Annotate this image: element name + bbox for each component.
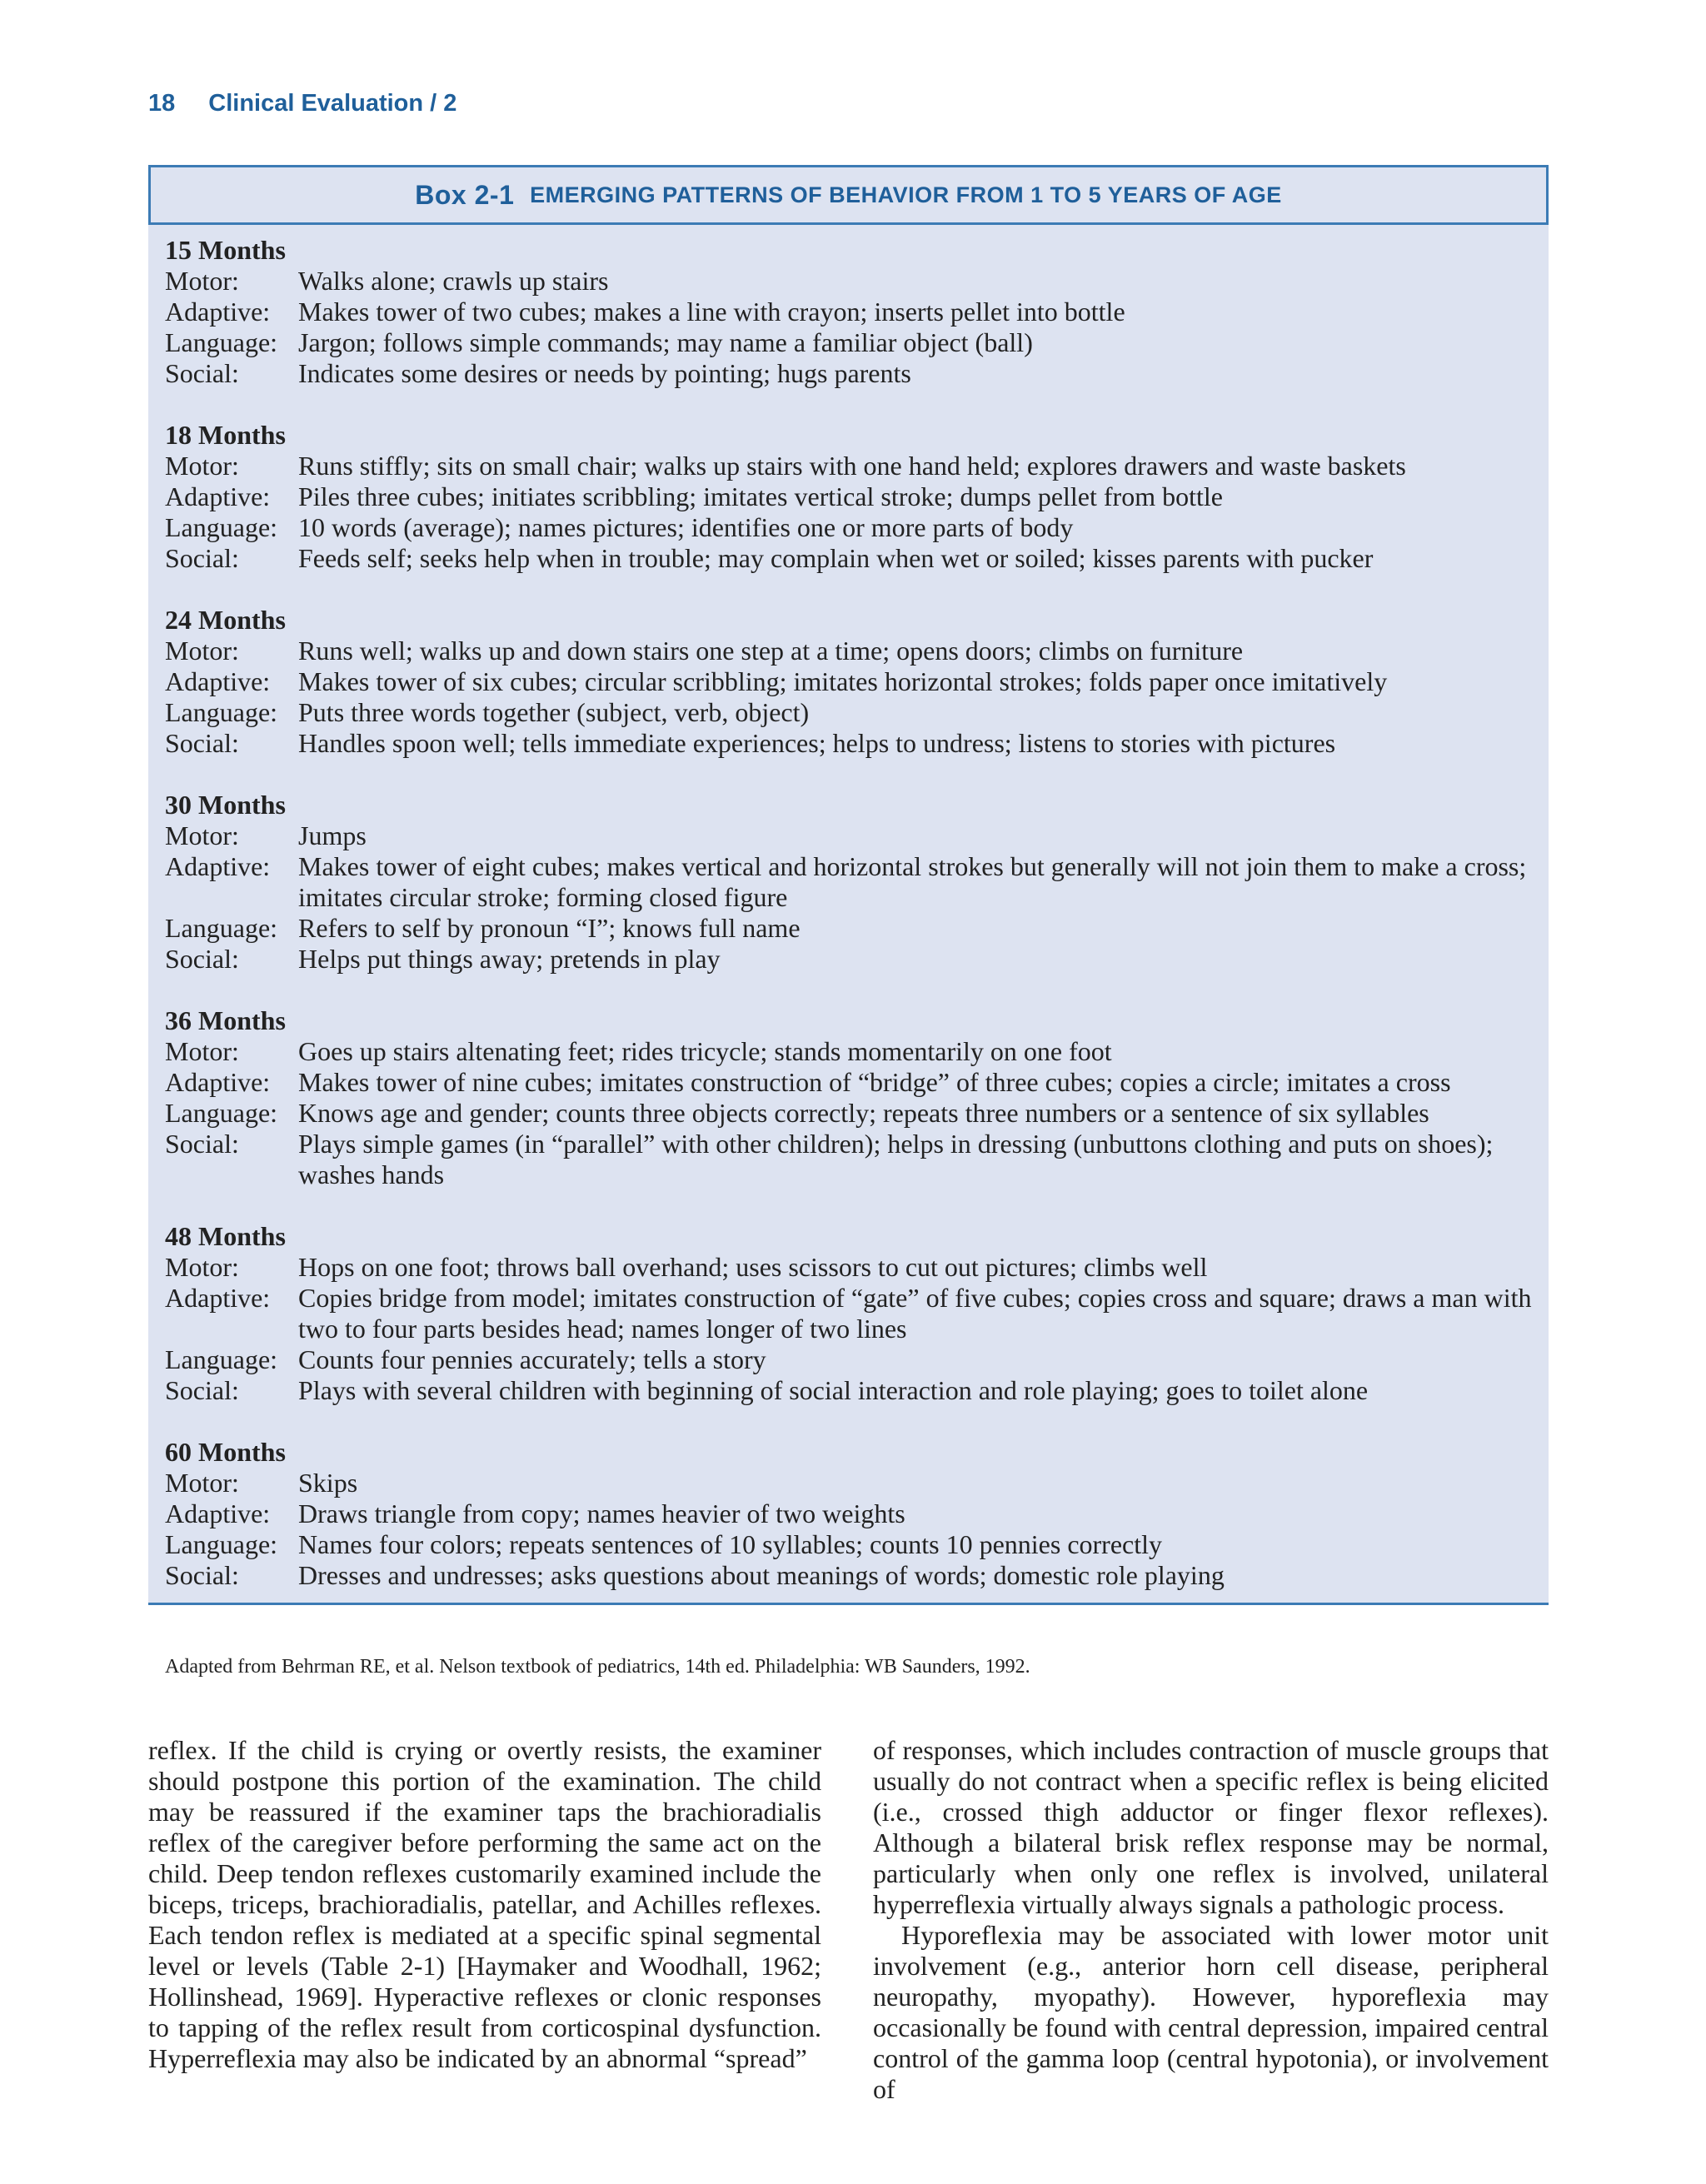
behavior-row bbox=[165, 1375, 1532, 1406]
age-section bbox=[165, 1005, 1532, 1190]
behavior-description: Runs well; walks up and down stairs one step at a time; opens doors; climbs on furniture bbox=[298, 636, 1244, 666]
box-source-note: Adapted from Behrman RE, et al. Nelson textbook of pediatrics, 14th ed. Philadelphia: WB Saunders, 1992. bbox=[165, 1656, 1030, 1678]
behavior-row bbox=[165, 1529, 1532, 1560]
behavior-description: Goes up stairs altenating feet; rides tricycle; stands momentarily on one foot bbox=[298, 1036, 1112, 1066]
behavior-category: Language: bbox=[165, 512, 278, 542]
behavior-category: Adaptive: bbox=[165, 666, 271, 696]
behavior-row bbox=[165, 820, 1532, 851]
body-column-left bbox=[148, 1735, 821, 2074]
behavior-row bbox=[165, 1036, 1532, 1067]
behavior-category: Social: bbox=[165, 728, 239, 758]
box-title-text: EMERGING PATTERNS OF BEHAVIOR FROM 1 TO 5 YEARS OF AGE bbox=[530, 182, 1282, 207]
behavior-description: Jargon; follows simple commands; may name a familiar object (ball) bbox=[298, 327, 1033, 357]
behavior-description: Walks alone; crawls up stairs bbox=[298, 266, 609, 296]
body-column-right bbox=[873, 1735, 1549, 2105]
behavior-category: Motor: bbox=[165, 266, 239, 296]
behavior-row bbox=[165, 944, 1532, 975]
behavior-category: Social: bbox=[165, 944, 239, 974]
behavior-row bbox=[165, 697, 1532, 728]
running-header bbox=[148, 90, 456, 117]
behavior-row bbox=[165, 1498, 1532, 1529]
behavior-row bbox=[165, 1560, 1532, 1591]
body-paragraph: of responses, which includes contraction of muscle groups that usually do not contract when a specific reflex is being elicited (i.e., crossed thigh adductor or finger flexor reflexes). Although a bilateral brisk reflex response may be normal, particularly when only one reflex is involved, unilateral hyperreflexia virtually always signals a pathologic process. bbox=[873, 1735, 1549, 1919]
behavior-category: Adaptive: bbox=[165, 851, 271, 881]
behavior-category: Language: bbox=[165, 1529, 278, 1559]
age-section bbox=[165, 1221, 1532, 1406]
age-section bbox=[165, 235, 1532, 389]
age-heading: 48 Months bbox=[165, 1221, 286, 1251]
age-section bbox=[165, 605, 1532, 759]
behavior-row bbox=[165, 1098, 1532, 1129]
behavior-description: Runs stiffly; sits on small chair; walks up stairs with one hand held; explores drawers and waste baskets bbox=[298, 451, 1406, 481]
behavior-description: Copies bridge from model; imitates construction of “gate” of five cubes; copies cross and square; draws a man with two to four parts besides head; names longer of two lines bbox=[298, 1283, 1532, 1344]
behavior-description: Feeds self; seeks help when in trouble; may complain when wet or soiled; kisses parents with pucker bbox=[298, 543, 1374, 573]
age-section bbox=[165, 1437, 1532, 1591]
behavior-category: Social: bbox=[165, 543, 239, 573]
behavior-category: Language: bbox=[165, 697, 278, 727]
behavior-row bbox=[165, 1468, 1532, 1498]
behavior-category: Motor: bbox=[165, 636, 239, 666]
behavior-category: Language: bbox=[165, 1098, 278, 1128]
behavior-description: Dresses and undresses; asks questions about meanings of words; domestic role playing bbox=[298, 1560, 1225, 1590]
behavior-description: Makes tower of eight cubes; makes vertical and horizontal strokes but generally will not join them to make a cross; imitates circular stroke; forming closed figure bbox=[298, 851, 1527, 912]
behavior-category: Motor: bbox=[165, 1468, 239, 1498]
chapter-title: Clinical Evaluation bbox=[208, 90, 424, 117]
behavior-category: Social: bbox=[165, 1560, 239, 1590]
behavior-row bbox=[165, 1067, 1532, 1098]
behavior-row bbox=[165, 266, 1532, 297]
behavior-category: Motor: bbox=[165, 1036, 239, 1066]
box-title bbox=[148, 165, 1549, 225]
behavior-category: Adaptive: bbox=[165, 1067, 271, 1097]
behavior-row bbox=[165, 636, 1532, 666]
behavior-category: Language: bbox=[165, 913, 278, 943]
behavior-category: Adaptive: bbox=[165, 1283, 271, 1313]
behavior-description: Draws triangle from copy; names heavier of two weights bbox=[298, 1498, 905, 1528]
behavior-category: Adaptive: bbox=[165, 481, 271, 511]
behavior-row bbox=[165, 666, 1532, 697]
behavior-row bbox=[165, 481, 1532, 512]
behavior-row bbox=[165, 1252, 1532, 1283]
behavior-description: Puts three words together (subject, verb, object) bbox=[298, 697, 810, 727]
behavior-row bbox=[165, 1344, 1532, 1375]
age-heading: 30 Months bbox=[165, 790, 286, 820]
behavior-description: Makes tower of two cubes; makes a line with crayon; inserts pellet into bottle bbox=[298, 297, 1125, 327]
behavior-description: Indicates some desires or needs by pointing; hugs parents bbox=[298, 358, 911, 388]
behavior-description: Skips bbox=[298, 1468, 358, 1498]
behavior-row bbox=[165, 1283, 1532, 1344]
behavior-box bbox=[148, 165, 1549, 1605]
chapter-number: / 2 bbox=[430, 90, 457, 117]
behavior-description: Hops on one foot; throws ball overhand; uses scissors to cut out pictures; climbs well bbox=[298, 1252, 1208, 1282]
behavior-category: Motor: bbox=[165, 1252, 239, 1282]
age-heading: 24 Months bbox=[165, 605, 286, 635]
behavior-row bbox=[165, 512, 1532, 543]
behavior-row bbox=[165, 297, 1532, 327]
behavior-row bbox=[165, 851, 1532, 913]
age-heading: 18 Months bbox=[165, 420, 286, 450]
behavior-category: Language: bbox=[165, 1344, 278, 1374]
behavior-description: Makes tower of nine cubes; imitates construction of “bridge” of three cubes; copies a circle; imitates a cross bbox=[298, 1067, 1451, 1097]
behavior-description: Helps put things away; pretends in play bbox=[298, 944, 721, 974]
age-section bbox=[165, 420, 1532, 574]
behavior-category: Social: bbox=[165, 358, 239, 388]
box-label: Box 2-1 bbox=[415, 179, 515, 210]
behavior-category: Motor: bbox=[165, 820, 239, 850]
age-heading: 60 Months bbox=[165, 1437, 286, 1467]
behavior-category: Social: bbox=[165, 1129, 239, 1159]
age-heading: 15 Months bbox=[165, 235, 286, 265]
behavior-description: 10 words (average); names pictures; identifies one or more parts of body bbox=[298, 512, 1074, 542]
behavior-row bbox=[165, 1129, 1532, 1190]
behavior-row bbox=[165, 913, 1532, 944]
behavior-description: Refers to self by pronoun “I”; knows full name bbox=[298, 913, 801, 943]
behavior-category: Motor: bbox=[165, 451, 239, 481]
behavior-category: Adaptive: bbox=[165, 297, 271, 327]
age-section bbox=[165, 790, 1532, 975]
behavior-description: Counts four pennies accurately; tells a story bbox=[298, 1344, 766, 1374]
behavior-description: Jumps bbox=[298, 820, 367, 850]
behavior-category: Adaptive: bbox=[165, 1498, 271, 1528]
box-body bbox=[148, 225, 1549, 1603]
behavior-category: Language: bbox=[165, 327, 278, 357]
behavior-description: Piles three cubes; initiates scribbling; imitates vertical stroke; dumps pellet from bottle bbox=[298, 481, 1223, 511]
behavior-description: Plays simple games (in “parallel” with other children); helps in dressing (unbuttons clothing and puts on shoes); washes hands bbox=[298, 1129, 1494, 1189]
behavior-description: Knows age and gender; counts three objects correctly; repeats three numbers or a sentence of six syllables bbox=[298, 1098, 1429, 1128]
behavior-row bbox=[165, 358, 1532, 389]
age-heading: 36 Months bbox=[165, 1005, 286, 1035]
behavior-description: Plays with several children with beginning of social interaction and role playing; goes to toilet alone bbox=[298, 1375, 1369, 1405]
behavior-description: Handles spoon well; tells immediate experiences; helps to undress; listens to stories with pictures bbox=[298, 728, 1336, 758]
page-number: 18 bbox=[148, 90, 176, 117]
behavior-row bbox=[165, 543, 1532, 574]
behavior-description: Names four colors; repeats sentences of 10 syllables; counts 10 pennies correctly bbox=[298, 1529, 1163, 1559]
body-paragraph: Hyporeflexia may be associated with lower motor unit involvement (e.g., anterior horn cell disease, peripheral neuropathy, myopathy). However, hyporeflexia may occasionally be found with central depression, impaired central control of the gamma loop (central hypotonia), or involvement of bbox=[873, 1920, 1549, 2104]
body-paragraph: reflex. If the child is crying or overtly resists, the examiner should postpone this portion of the examination. The child may be reassured if the examiner taps the brachioradialis reflex of the caregiver before performing the same act on the child. Deep tendon reflexes customarily examined include the biceps, triceps, brachioradialis, patellar, and Achilles reflexes. Each tendon reflex is mediated at a specific spinal segmental level or levels (Table 2-1) [Haymaker and Woodhall, 1962; Hollinshead, 1969]. Hyperactive reflexes or clonic responses to tapping of the reflex result from corticospinal dysfunction. Hyperreflexia may also be indicated by an abnormal “spread” bbox=[148, 1735, 821, 2073]
behavior-description: Makes tower of six cubes; circular scribbling; imitates horizontal strokes; folds paper once imitatively bbox=[298, 666, 1388, 696]
behavior-row bbox=[165, 327, 1532, 358]
behavior-category: Social: bbox=[165, 1375, 239, 1405]
behavior-row bbox=[165, 728, 1532, 759]
behavior-row bbox=[165, 451, 1532, 481]
